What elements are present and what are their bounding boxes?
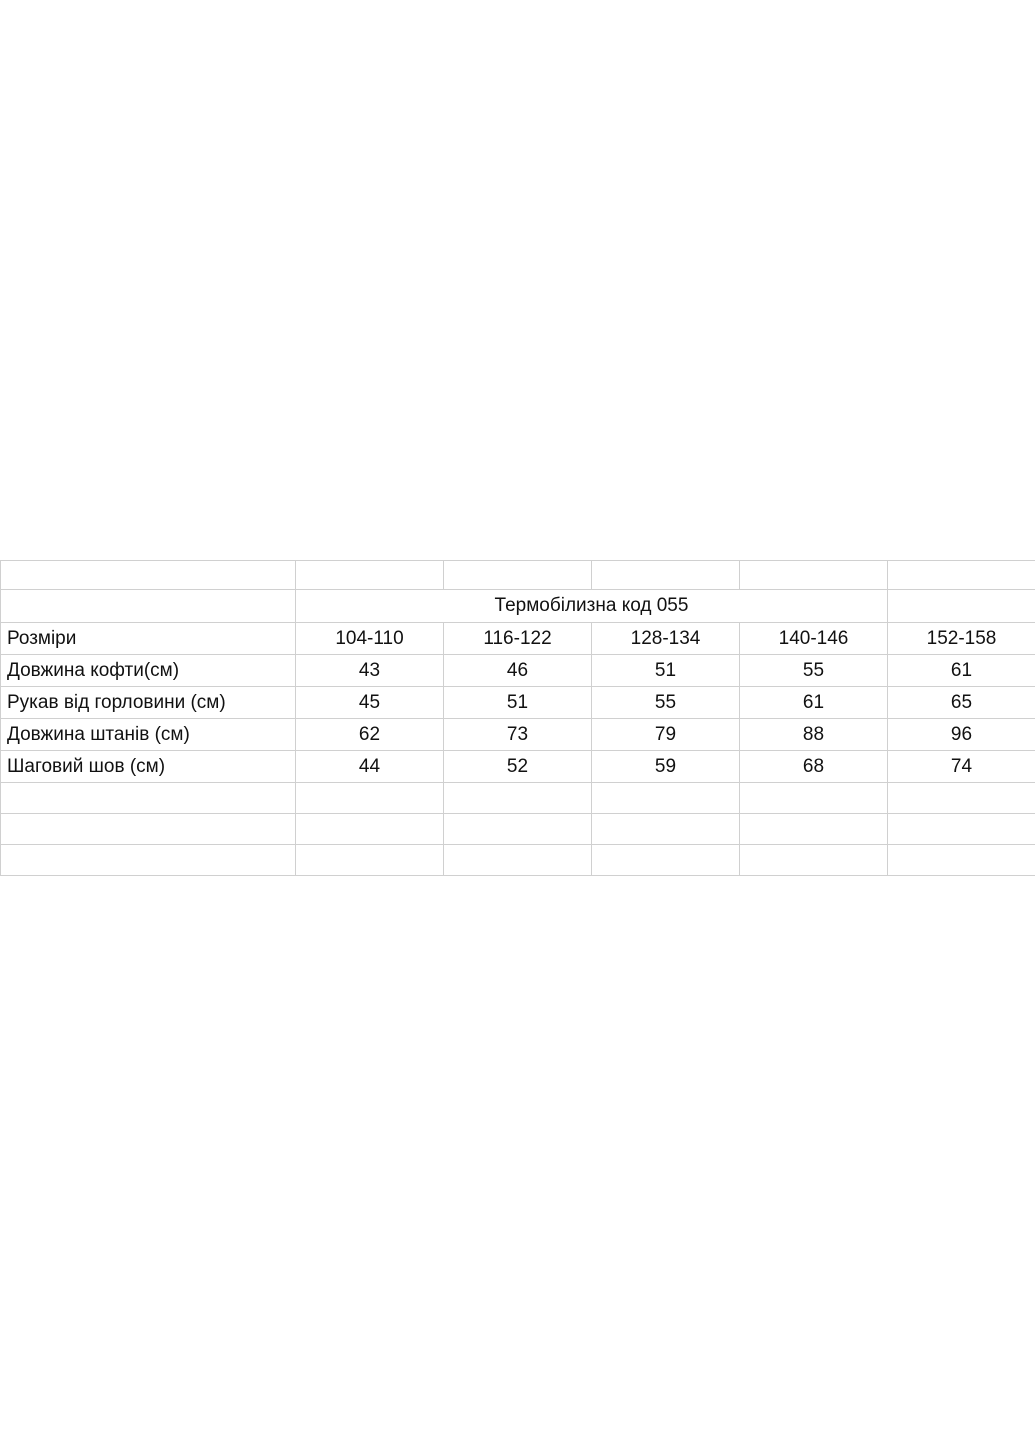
cell-empty [1, 783, 296, 814]
cell-empty [1, 845, 296, 876]
cell-empty [444, 783, 592, 814]
table-cell: 74 [888, 751, 1035, 783]
table-row [1, 687, 1035, 719]
table-row-spacer [1, 814, 1035, 845]
cell-empty [888, 845, 1035, 876]
table-cell: 59 [592, 751, 740, 783]
table-row [1, 751, 1035, 783]
table-row-spacer-top [1, 561, 1035, 590]
table-cell: 51 [592, 655, 740, 687]
table-cell: 62 [296, 719, 444, 751]
row-label: Рукав від горловини (см) [1, 687, 296, 719]
table-cell: 55 [592, 687, 740, 719]
cell-empty [888, 590, 1035, 623]
cell-empty [592, 783, 740, 814]
table-row-title [1, 590, 1035, 623]
table-row-spacer [1, 845, 1035, 876]
cell-empty [888, 783, 1035, 814]
table-cell: 55 [740, 655, 888, 687]
cell-empty [296, 814, 444, 845]
size-table [0, 560, 1035, 876]
cell-empty [1, 590, 296, 623]
table-cell: 61 [888, 655, 1035, 687]
column-header-sizes: Розміри [1, 623, 296, 655]
row-label: Шаговий шов (см) [1, 751, 296, 783]
column-header-size-4: 140-146 [740, 623, 888, 655]
cell-empty [592, 561, 740, 590]
table-cell: 79 [592, 719, 740, 751]
column-header-size-2: 116-122 [444, 623, 592, 655]
table-row [1, 655, 1035, 687]
table-cell: 52 [444, 751, 592, 783]
table-cell: 44 [296, 751, 444, 783]
table-row [1, 719, 1035, 751]
row-label: Довжина штанів (см) [1, 719, 296, 751]
cell-empty [740, 783, 888, 814]
table-cell: 46 [444, 655, 592, 687]
cell-empty [296, 783, 444, 814]
row-label: Довжина кофти(см) [1, 655, 296, 687]
cell-empty [444, 845, 592, 876]
cell-empty [740, 814, 888, 845]
table-cell: 68 [740, 751, 888, 783]
table-cell: 61 [740, 687, 888, 719]
table-row-header [1, 623, 1035, 655]
cell-empty [444, 561, 592, 590]
column-header-size-1: 104-110 [296, 623, 444, 655]
table-cell: 43 [296, 655, 444, 687]
table-cell: 51 [444, 687, 592, 719]
cell-empty [592, 845, 740, 876]
size-chart-sheet [0, 560, 1035, 876]
cell-empty [1, 561, 296, 590]
table-cell: 73 [444, 719, 592, 751]
column-header-size-3: 128-134 [592, 623, 740, 655]
cell-empty [740, 561, 888, 590]
cell-empty [740, 845, 888, 876]
cell-empty [1, 814, 296, 845]
cell-empty [888, 561, 1035, 590]
cell-empty [444, 814, 592, 845]
cell-empty [592, 814, 740, 845]
table-cell: 88 [740, 719, 888, 751]
table-cell: 45 [296, 687, 444, 719]
table-cell: 65 [888, 687, 1035, 719]
column-header-size-5: 152-158 [888, 623, 1035, 655]
cell-empty [888, 814, 1035, 845]
cell-empty [296, 845, 444, 876]
document-title: Термобілизна код 055 [296, 590, 888, 623]
table-row-spacer [1, 783, 1035, 814]
table-cell: 96 [888, 719, 1035, 751]
cell-empty [296, 561, 444, 590]
